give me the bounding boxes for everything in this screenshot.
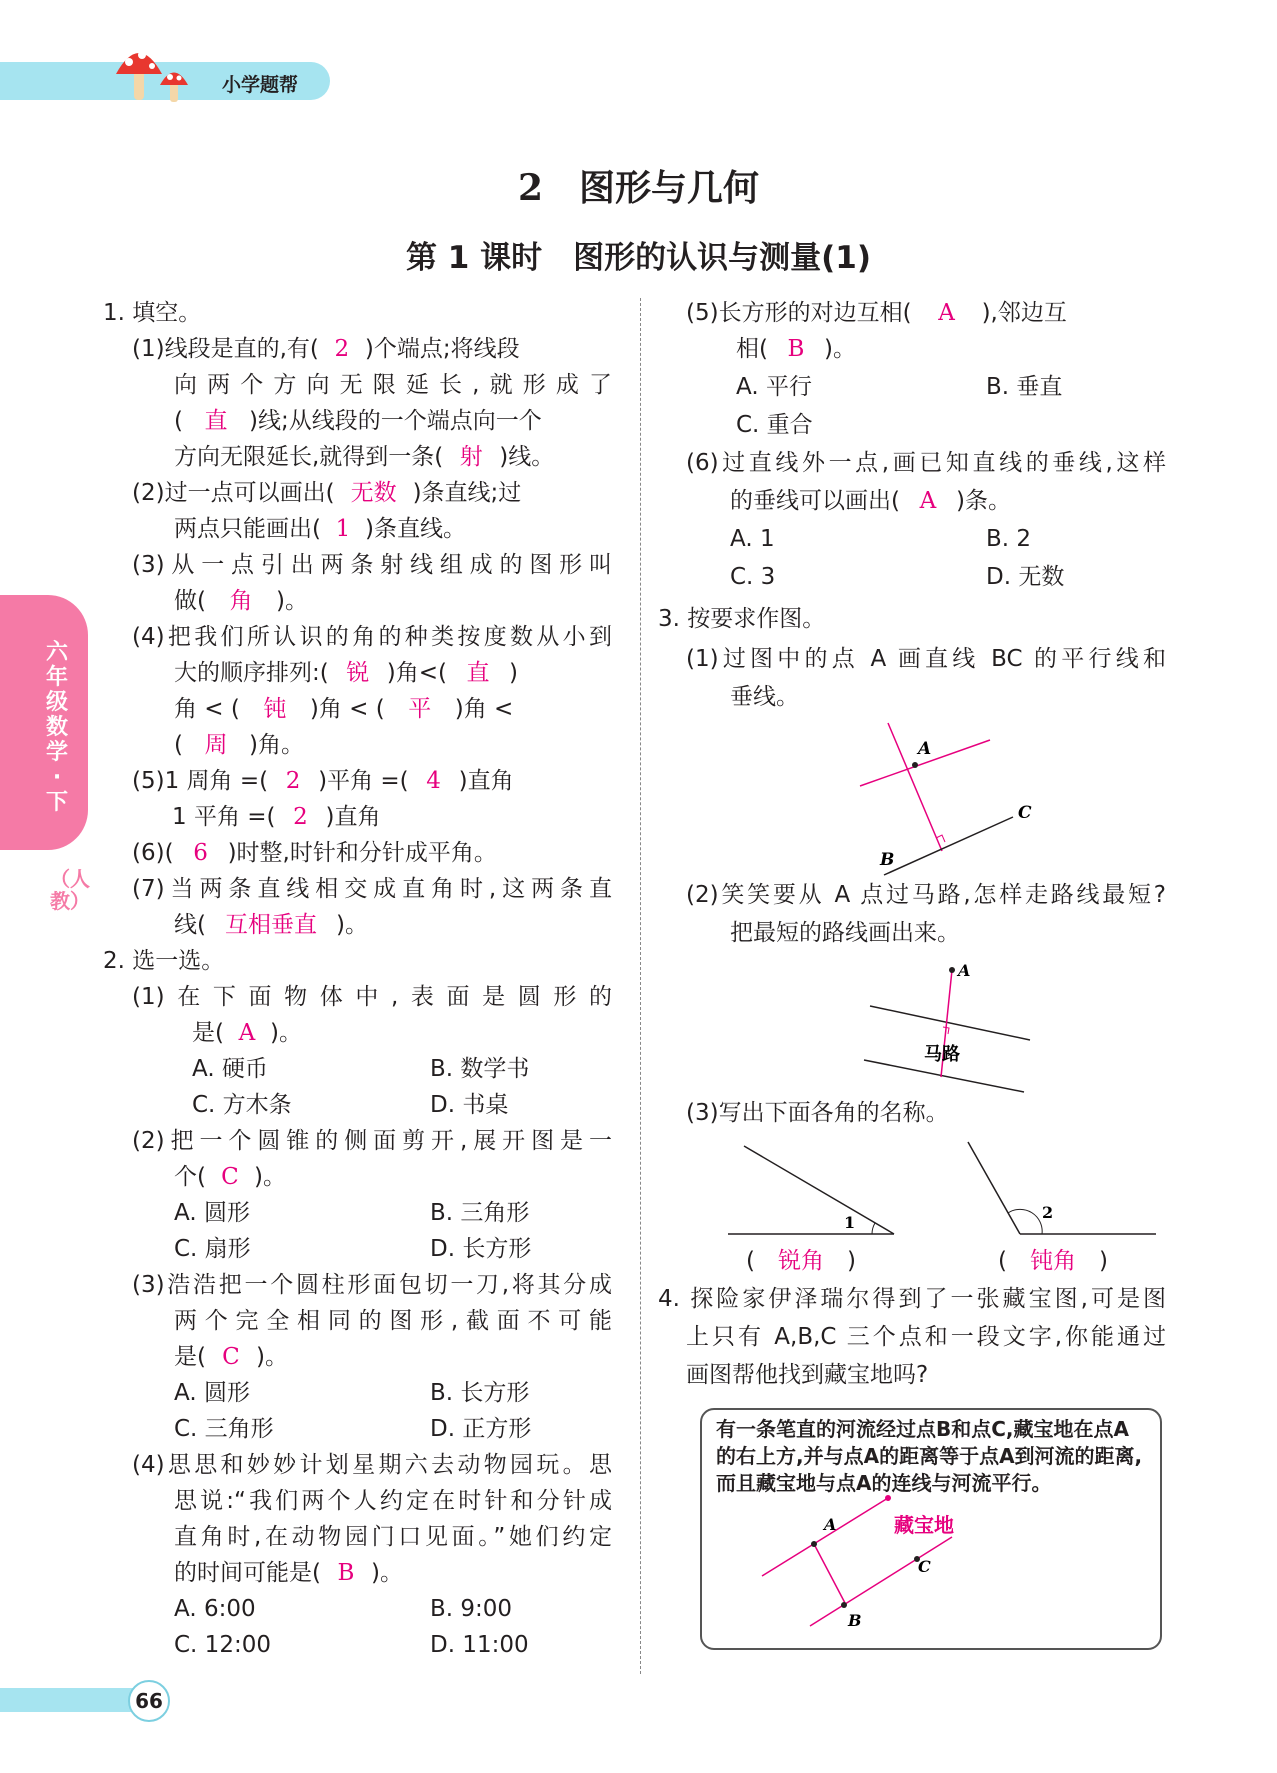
answer: 2 bbox=[334, 336, 350, 362]
q2-title: 2. 选一选。 bbox=[103, 948, 225, 974]
q3-p1-line1: (1)过图中的点 A 画直线 BC 的平行线和 bbox=[686, 646, 1166, 672]
q2-p4-line3: 直角时,在动物园门口见面。”她们约定 bbox=[174, 1524, 612, 1550]
q2-p4-option-a: A. 6:00 bbox=[174, 1596, 256, 1622]
q2-p3-line2: 两个完全相同的图形,截面不可能 bbox=[174, 1308, 612, 1334]
brand-label: 小学题帮 bbox=[222, 74, 299, 96]
answer: 钝角 bbox=[1029, 1248, 1076, 1274]
q1-p4-line2: 大的顺序排列:( 锐 )角<( 直 ) bbox=[174, 660, 518, 686]
angle-2-label: 2 bbox=[1042, 1203, 1054, 1222]
answer: 锐角 bbox=[777, 1248, 824, 1274]
page-number: 66 bbox=[128, 1680, 170, 1722]
column-divider bbox=[640, 298, 641, 1674]
q1-p1-line1: (1)线段是直的,有( 2 )个端点;将线段 bbox=[132, 336, 520, 362]
q2-p5-option-c: C. 重合 bbox=[736, 412, 813, 438]
angle-2-answer: ( 钝角 ) bbox=[998, 1248, 1108, 1274]
q2-p4-option-d: D. 11:00 bbox=[430, 1632, 529, 1658]
answer: C bbox=[221, 1164, 239, 1190]
q2-p6-line1: (6)过直线外一点,画已知直线的垂线,这样 bbox=[686, 450, 1166, 476]
q2-p4-option-b: B. 9:00 bbox=[430, 1596, 513, 1622]
q2-p4-option-c: C. 12:00 bbox=[174, 1632, 271, 1658]
q2-p1-option-c: C. 方木条 bbox=[192, 1092, 292, 1118]
answer: 4 bbox=[426, 768, 441, 794]
q2-p5-line2: 相( B )。 bbox=[736, 336, 856, 362]
q3-p2-line1: (2)笑笑要从 A 点过马路,怎样走路线最短? bbox=[686, 882, 1166, 908]
q1-p3-line2: 做( 角 )。 bbox=[174, 588, 308, 614]
q2-p2-line2: 个( C )。 bbox=[174, 1164, 286, 1190]
edition-label: （人教） bbox=[50, 867, 90, 913]
q4-line3: 画图帮他找到藏宝地吗? bbox=[686, 1362, 929, 1388]
q1-p1-line2: 向两个方向无限延长,就形成了 bbox=[174, 372, 612, 398]
q2-p1-option-a: A. 硬币 bbox=[192, 1056, 268, 1082]
figure-road bbox=[860, 960, 1040, 1090]
q2-p2-option-d: D. 长方形 bbox=[430, 1236, 532, 1262]
mushroom-icon bbox=[112, 40, 202, 110]
q3-p2-line2: 把最短的路线画出来。 bbox=[730, 920, 960, 946]
answer: 直 bbox=[466, 660, 490, 686]
q1-p2-line1: (2)过一点可以画出( 无数 )条直线;过 bbox=[132, 480, 522, 506]
answer: 直 bbox=[204, 408, 228, 434]
point-a-label: A bbox=[958, 961, 971, 980]
q1-p3-line1: (3)从一点引出两条射线组成的图形叫 bbox=[132, 552, 612, 578]
q1-p2-line2: 两点只能画出( 1 )条直线。 bbox=[174, 516, 466, 542]
answer: C bbox=[222, 1344, 240, 1370]
answer: 无数 bbox=[350, 480, 397, 506]
figure-parallel-perpendicular bbox=[850, 718, 1050, 878]
answer: 角 bbox=[229, 588, 253, 614]
answer: 1 bbox=[335, 516, 351, 542]
angle-1-answer: ( 锐角 ) bbox=[746, 1248, 856, 1274]
q2-p5-line1: (5)长方形的对边互相( A ),邻边互 bbox=[686, 300, 1067, 326]
answer: A bbox=[919, 488, 937, 514]
answer: B bbox=[787, 336, 805, 362]
answer: A bbox=[938, 300, 955, 326]
q1-p5-line2: 1 平角 =( 2 )直角 bbox=[172, 804, 381, 830]
q1-p4-line3: 角 < ( 钝 )角 < ( 平 )角 < bbox=[174, 696, 514, 722]
treasure-label: 藏宝地 bbox=[894, 1513, 954, 1537]
q1-p7-line1: (7)当两条直线相交成直角时,这两条直 bbox=[132, 876, 612, 902]
q1-title: 1. 填空。 bbox=[103, 300, 202, 326]
q2-p3-option-a: A. 圆形 bbox=[174, 1380, 250, 1406]
q2-p3-option-b: B. 长方形 bbox=[430, 1380, 530, 1406]
q2-p4-line2: 思说:“我们两个人约定在时针和分针成 bbox=[174, 1488, 612, 1514]
q2-p5-option-b: B. 垂直 bbox=[986, 374, 1063, 400]
q2-p2-option-c: C. 扇形 bbox=[174, 1236, 251, 1262]
q1-p7-line2: 线( 互相垂直 )。 bbox=[174, 912, 368, 938]
q2-p4-line1: (4)思思和妙妙计划星期六去动物园玩。思 bbox=[132, 1452, 612, 1478]
q2-p4-line4: 的时间可能是( B )。 bbox=[174, 1560, 403, 1586]
q2-p3-option-d: D. 正方形 bbox=[430, 1416, 532, 1442]
q2-p6-option-c: C. 3 bbox=[730, 564, 776, 590]
answer: 锐 bbox=[346, 660, 370, 686]
q1-p4-line4: ( 周 )角。 bbox=[174, 732, 304, 758]
point-a-label: A bbox=[824, 1515, 837, 1534]
q2-p3-line1: (3)浩浩把一个圆柱形面包切一刀,将其分成 bbox=[132, 1272, 612, 1298]
unit-title: 2 图形与几何 bbox=[517, 167, 760, 209]
q2-p3-line3: 是( C )。 bbox=[174, 1344, 288, 1370]
lesson-title: 第 1 课时 图形的认识与测量(1) bbox=[405, 240, 872, 276]
q2-p3-option-c: C. 三角形 bbox=[174, 1416, 274, 1442]
point-c-label: C bbox=[918, 1557, 931, 1576]
q1-p1-line4: 方向无限延长,就得到一条( 射 )线。 bbox=[174, 444, 555, 470]
point-b-label: B bbox=[880, 850, 895, 870]
treasure-map-note: 有一条笔直的河流经过点B和点C,藏宝地在点A的右上方,并与点A的距离等于点A到河流的距离,而且藏宝地与点A的连线与河流平行。 bbox=[716, 1417, 1143, 1495]
grade-label: 六年级数学·下 bbox=[45, 640, 68, 815]
answer: A bbox=[238, 1020, 256, 1046]
q2-p6-line2: 的垂线可以画出( A )条。 bbox=[730, 488, 1011, 514]
answer: 平 bbox=[408, 696, 432, 722]
q2-p1-option-b: B. 数学书 bbox=[430, 1056, 530, 1082]
q1-p5-line1: (5)1 周角 =( 2 )平角 =( 4 )直角 bbox=[132, 768, 514, 794]
answer: B bbox=[337, 1560, 355, 1586]
q2-p1-line1: (1)在下面物体中,表面是圆形的 bbox=[132, 984, 612, 1010]
q2-p1-line2: 是( A )。 bbox=[192, 1020, 302, 1046]
q1-p4-line1: (4)把我们所认识的角的种类按度数从小到 bbox=[132, 624, 612, 650]
q2-p2-option-b: B. 三角形 bbox=[430, 1200, 530, 1226]
q1-p1-line3: ( 直 )线;从线段的一个端点向一个 bbox=[174, 408, 542, 434]
figure-angle-1 bbox=[724, 1138, 904, 1238]
point-a-label: A bbox=[918, 739, 932, 759]
q2-p2-line1: (2)把一个圆锥的侧面剪开,展开图是一 bbox=[132, 1128, 612, 1154]
q2-p6-option-b: B. 2 bbox=[986, 526, 1032, 552]
road-label: 马路 bbox=[924, 1044, 960, 1065]
q2-p6-option-a: A. 1 bbox=[730, 526, 775, 552]
figure-angle-2 bbox=[960, 1138, 1160, 1238]
q2-p1-option-d: D. 书桌 bbox=[430, 1092, 509, 1118]
q2-p2-option-a: A. 圆形 bbox=[174, 1200, 250, 1226]
answer: 钝 bbox=[263, 696, 287, 722]
q3-p3-line1: (3)写出下面各角的名称。 bbox=[686, 1100, 949, 1126]
q3-title: 3. 按要求作图。 bbox=[658, 606, 826, 632]
q4-line1: 4. 探险家伊泽瑞尔得到了一张藏宝图,可是图 bbox=[658, 1286, 1166, 1312]
answer: 6 bbox=[193, 840, 208, 866]
q2-p5-option-a: A. 平行 bbox=[736, 374, 812, 400]
figure-treasure-map bbox=[760, 1488, 1000, 1628]
answer: 2 bbox=[285, 768, 301, 794]
answer: 互相垂直 bbox=[224, 912, 317, 938]
point-c-label: C bbox=[1018, 803, 1032, 823]
angle-1-label: 1 bbox=[844, 1213, 856, 1232]
answer: 射 bbox=[459, 444, 483, 470]
q1-p6: (6)( 6 )时整,时针和分针成平角。 bbox=[132, 840, 497, 866]
q2-p6-option-d: D. 无数 bbox=[986, 564, 1065, 590]
answer: 周 bbox=[204, 732, 228, 758]
answer: 2 bbox=[293, 804, 308, 830]
point-b-label: B bbox=[848, 1611, 862, 1630]
q3-p1-line2: 垂线。 bbox=[730, 684, 799, 710]
q4-line2: 上只有 A,B,C 三个点和一段文字,你能通过 bbox=[686, 1324, 1166, 1350]
